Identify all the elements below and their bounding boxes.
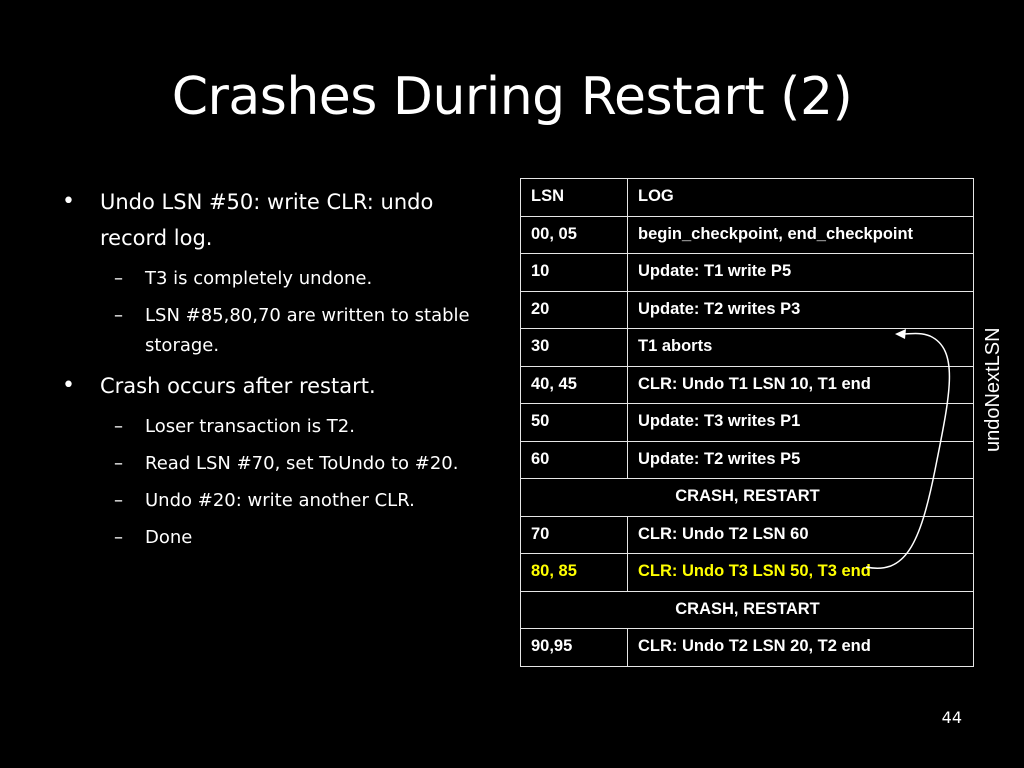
header-lsn: LSN — [521, 179, 628, 217]
header-log: LOG — [628, 179, 974, 217]
table-row — [521, 329, 974, 367]
crash-restart-cell: CRASH, RESTART — [521, 479, 974, 517]
bullet-text: Crash occurs after restart. — [100, 374, 376, 398]
log-cell: CLR: Undo T2 LSN 60 — [628, 516, 974, 554]
sub-bullet-item — [114, 301, 502, 361]
log-cell: Update: T2 writes P5 — [628, 441, 974, 479]
bullet-mark: • — [62, 189, 75, 214]
lsn-cell: 60 — [521, 441, 628, 479]
sub-bullet-mark: – — [114, 416, 123, 437]
sub-bullet-text: Undo #20: write another CLR. — [145, 490, 415, 511]
table-row — [521, 629, 974, 667]
sub-bullet-text: Loser transaction is T2. — [145, 416, 355, 437]
bullet-item — [62, 184, 502, 256]
sub-bullet-text: Done — [145, 527, 193, 548]
sub-bullet-text: Read LSN #70, set ToUndo to #20. — [145, 453, 459, 474]
sub-bullet-mark: – — [114, 453, 123, 474]
log-cell: CLR: Undo T1 LSN 10, T1 end — [628, 366, 974, 404]
sub-bullet-text: LSN #85,80,70 are written to stable storage. — [145, 305, 470, 356]
log-cell: Update: T3 writes P1 — [628, 404, 974, 442]
bullet-item — [62, 368, 502, 404]
table-row — [521, 254, 974, 292]
sub-bullet-item — [114, 412, 502, 442]
sub-bullet-mark: – — [114, 490, 123, 511]
lsn-cell: 20 — [521, 291, 628, 329]
bullet-list — [62, 184, 502, 560]
lsn-cell: 30 — [521, 329, 628, 367]
log-cell: Update: T1 write P5 — [628, 254, 974, 292]
sub-bullet-item — [114, 449, 502, 479]
slide-title: Crashes During Restart (2) — [171, 67, 853, 127]
lsn-cell: 00, 05 — [521, 216, 628, 254]
sub-bullet-item — [114, 486, 502, 516]
lsn-cell: 10 — [521, 254, 628, 292]
lsn-cell: 70 — [521, 516, 628, 554]
table-header-row — [521, 179, 974, 217]
log-cell: CLR: Undo T2 LSN 20, T2 end — [628, 629, 974, 667]
log-cell: Update: T2 writes P3 — [628, 291, 974, 329]
log-table — [520, 178, 974, 667]
crash-restart-row — [521, 591, 974, 629]
log-cell: T1 aborts — [628, 329, 974, 367]
highlighted-row — [521, 554, 974, 592]
page-number: 44 — [941, 708, 962, 727]
sub-bullet-item — [114, 523, 502, 553]
bullet-mark: • — [62, 373, 75, 398]
log-cell: CLR: Undo T3 LSN 50, T3 end — [628, 554, 974, 592]
lsn-cell: 80, 85 — [521, 554, 628, 592]
lsn-cell: 50 — [521, 404, 628, 442]
sub-bullet-mark: – — [114, 305, 123, 326]
sub-bullet-item — [114, 264, 502, 294]
log-cell: begin_checkpoint, end_checkpoint — [628, 216, 974, 254]
table-row — [521, 404, 974, 442]
sub-bullet-mark: – — [114, 527, 123, 548]
crash-restart-row — [521, 479, 974, 517]
bullet-text: Undo LSN #50: write CLR: undo record log. — [100, 190, 434, 250]
sub-bullet-mark: – — [114, 268, 123, 289]
crash-restart-cell: CRASH, RESTART — [521, 591, 974, 629]
table-row — [521, 441, 974, 479]
table-row — [521, 366, 974, 404]
lsn-cell: 40, 45 — [521, 366, 628, 404]
table-row — [521, 216, 974, 254]
undo-next-lsn-label: undoNextLSN — [982, 327, 1004, 452]
table-row — [521, 291, 974, 329]
table-row — [521, 516, 974, 554]
sub-bullet-text: T3 is completely undone. — [145, 268, 373, 289]
lsn-cell: 90,95 — [521, 629, 628, 667]
